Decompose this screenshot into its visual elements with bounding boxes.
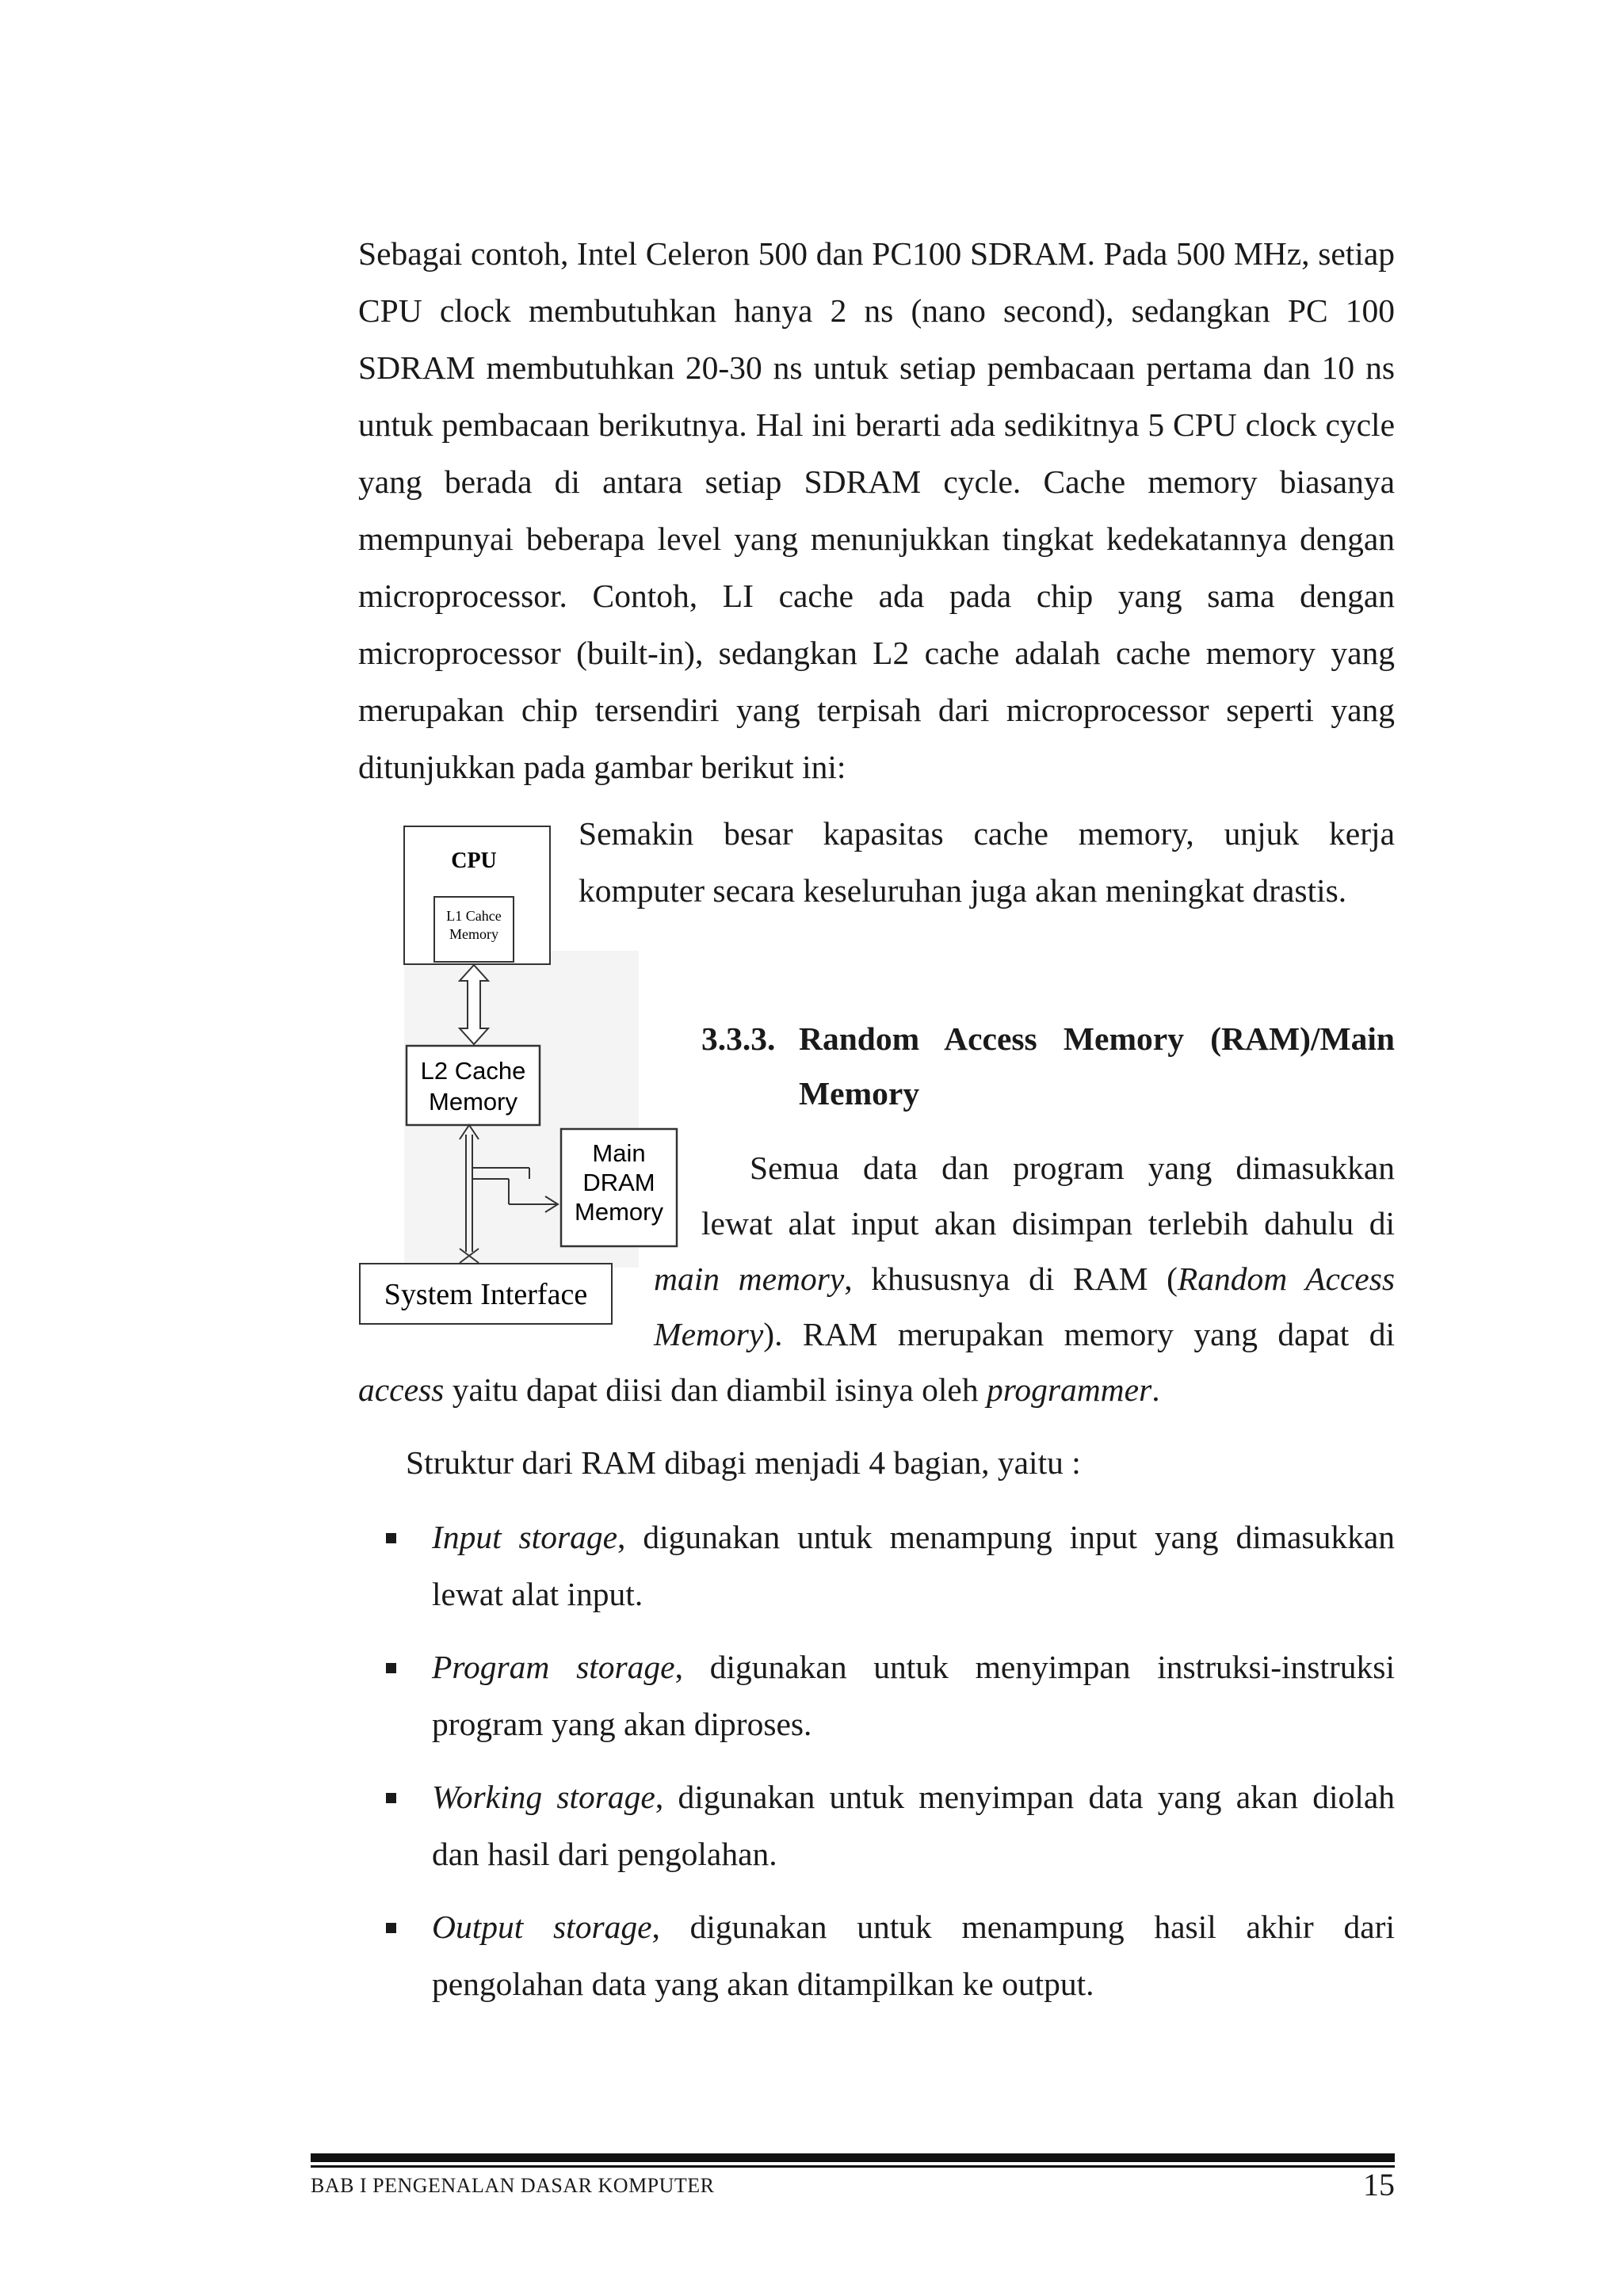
bullet-icon (386, 1533, 396, 1543)
bullet-icon (386, 1793, 396, 1803)
text-span: , digunakan untuk menampung input yang dimasukkan (617, 1519, 1396, 1555)
main-memory-label: Main (592, 1139, 646, 1167)
section-number: 3.3.3. (701, 1020, 776, 1057)
bullet-icon (386, 1923, 396, 1933)
list-item: pengolahan data yang akan ditampilkan ke output. (432, 1966, 1094, 2002)
paragraph-line: CPU clock membutuhkan hanya 2 ns (nano second), sedangkan PC 100 (358, 292, 1395, 329)
text-span: . (1151, 1371, 1160, 1408)
list-item: dan hasil dari pengolahan. (432, 1836, 777, 1872)
text-span: yaitu dapat diisi dan diambil isinya oleh (444, 1371, 987, 1408)
paragraph-line (654, 1312, 1395, 1356)
footer-rule (311, 2153, 1395, 2162)
paragraph-line: merupakan chip tersendiri yang terpisah dari microprocessor seperti yang (358, 692, 1395, 728)
paragraph-line: ditunjukkan pada gambar berikut ini: (358, 749, 846, 785)
paragraph-line: komputer secara keseluruhan juga akan meningkat drastis. (579, 872, 1347, 909)
text-span: ). RAM merupakan memory yang dapat di (763, 1316, 1395, 1352)
paragraph-line: yang berada di antara setiap SDRAM cycle. Cache memory biasanya (358, 463, 1395, 500)
main-memory-label: Memory (575, 1198, 663, 1226)
paragraph-line: microprocessor (built-in), sedangkan L2 cache adalah cache memory yang (358, 635, 1395, 671)
paragraph-line: Semua data dan program yang dimasukkan (750, 1150, 1395, 1186)
italic-term: programmer (986, 1371, 1152, 1408)
list-intro: Struktur dari RAM dibagi menjadi 4 bagian, yaitu : (406, 1444, 1081, 1481)
text-span: , digunakan untuk menampung hasil akhir dari (651, 1909, 1396, 1945)
list-item (432, 1515, 1395, 1559)
footer-chapter: BAB I PENGENALAN DASAR KOMPUTER (311, 2174, 715, 2197)
page-number: 15 (1363, 2167, 1395, 2203)
list-item: lewat alat input. (432, 1576, 643, 1612)
list-item (432, 1775, 1395, 1819)
section-title: Memory (799, 1075, 920, 1112)
text-span: , digunakan untuk menyimpan instruksi-instruksi (674, 1649, 1395, 1685)
italic-term: Random Access (1177, 1261, 1395, 1297)
italic-term: Working storage (432, 1779, 655, 1815)
paragraph-line: Sebagai contoh, Intel Celeron 500 dan PC100 SDRAM. Pada 500 MHz, setiap (358, 235, 1395, 272)
main-memory-label: DRAM (582, 1169, 655, 1196)
l2-cache-label: Memory (429, 1088, 517, 1116)
text-span: , khususnya di RAM ( (844, 1261, 1178, 1297)
italic-term: Output storage (432, 1909, 652, 1945)
list-item: program yang akan diproses. (432, 1706, 812, 1742)
italic-term: main memory (654, 1261, 845, 1297)
paragraph-line: untuk pembacaan berikutnya. Hal ini berarti ada sedikitnya 5 CPU clock cycle (358, 406, 1395, 443)
paragraph-line: lewat alat input akan disimpan terlebih dahulu di (701, 1205, 1395, 1241)
paragraph-line: microprocessor. Contoh, LI cache ada pada chip yang sama dengan (358, 578, 1395, 614)
italic-term: access (358, 1371, 445, 1408)
italic-term: Memory (654, 1316, 764, 1352)
paragraph-line (654, 1257, 1395, 1301)
paragraph-line: mempunyai beberapa level yang menunjukkan tingkat kedekatannya dengan (358, 521, 1395, 557)
italic-term: Input storage (432, 1519, 618, 1555)
text-span: , digunakan untuk menyimpan data yang akan diolah (655, 1779, 1395, 1815)
system-interface-label: System Interface (384, 1278, 588, 1311)
l1-cache-label: L1 Cahce (446, 908, 502, 924)
footer-rule (311, 2165, 1395, 2168)
cpu-label: CPU (451, 849, 497, 873)
list-item (432, 1645, 1395, 1689)
section-title: Random Access Memory (RAM)/Main (799, 1020, 1395, 1057)
italic-term: Program storage (432, 1649, 675, 1685)
paragraph-line: Semakin besar kapasitas cache memory, unjuk kerja (579, 815, 1395, 852)
paragraph-line (358, 1367, 1395, 1412)
bullet-icon (386, 1663, 396, 1673)
l2-cache-label: L2 Cache (420, 1057, 526, 1085)
paragraph-line: SDRAM membutuhkan 20-30 ns untuk setiap pembacaan pertama dan 10 ns (358, 349, 1395, 386)
list-item (432, 1905, 1395, 1949)
l1-cache-label: Memory (449, 926, 498, 942)
